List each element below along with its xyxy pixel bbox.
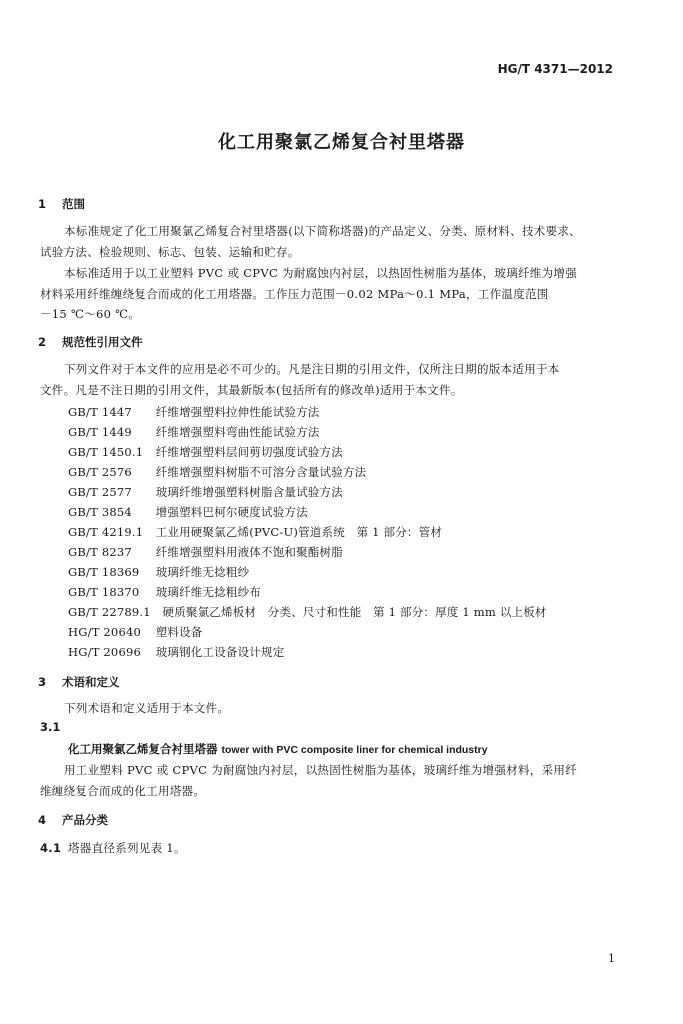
reference-item (68, 404, 320, 420)
reference-code: GB/T 22789.1 (68, 605, 151, 619)
section-title: 范围 (62, 197, 85, 211)
reference-item (68, 564, 249, 580)
section-title: 术语和定义 (62, 675, 120, 689)
term-english: tower with PVC composite liner for chemical industry (221, 744, 488, 756)
reference-title: 塑料设备 (155, 625, 203, 639)
reference-title: 增强塑料巴柯尔硬度试验方法 (155, 505, 308, 519)
reference-title: 玻璃钢化工设备设计规定 (155, 645, 285, 659)
reference-code: GB/T 1449 (68, 425, 132, 439)
reference-item (68, 644, 284, 660)
reference-code: GB/T 1450.1 (68, 445, 144, 459)
reference-title: 纤维增强塑料树脂不可溶分含量试验方法 (155, 465, 367, 479)
section-1-heading (38, 196, 85, 212)
reference-code: GB/T 18370 (68, 585, 140, 599)
reference-title: 纤维增强塑料弯曲性能试验方法 (155, 425, 320, 439)
standard-code: HG/T 4371—2012 (497, 62, 613, 76)
section-1-line: 材料采用纤维缠绕复合而成的化工用塔器。工作压力范围－0.02 MPa～0.1 MPa，工作温度范围 (40, 287, 549, 301)
reference-title: 纤维增强塑料层间剪切强度试验方法 (155, 445, 343, 459)
section-3-intro: 下列术语和定义适用于本文件。 (64, 701, 230, 715)
section-number: 1 (38, 197, 47, 211)
reference-code: GB/T 2576 (68, 465, 132, 479)
reference-code: HG/T 20640 (68, 625, 141, 639)
section-1-line: 本标准规定了化工用聚氯乙烯复合衬里塔器(以下简称塔器)的产品定义、分类、原材料、技术要求、 (64, 224, 581, 238)
reference-code: GB/T 2577 (68, 485, 132, 499)
section-1-line: 本标准适用于以工业塑料 PVC 或 CPVC 为耐腐蚀内衬层，以热固性树脂为基体，玻璃纤维为增强 (64, 266, 577, 280)
section-title: 产品分类 (62, 813, 108, 827)
reference-title: 玻璃纤维增强塑料树脂含量试验方法 (155, 485, 343, 499)
term-heading (68, 741, 488, 757)
reference-title: 纤维增强塑料用液体不饱和聚酯树脂 (155, 545, 343, 559)
section-number: 4 (38, 813, 47, 827)
section-1-line: 试验方法、检验规则、标志、包装、运输和贮存。 (40, 245, 300, 259)
section-title: 规范性引用文件 (62, 335, 143, 349)
subsection-text: 塔器直径系列见表 1。 (68, 841, 186, 855)
reference-title: 纤维增强塑料拉伸性能试验方法 (155, 405, 320, 419)
reference-code: GB/T 18369 (68, 565, 140, 579)
section-1-line: －15 ℃～60 ℃。 (40, 307, 141, 321)
reference-title: 工业用硬聚氯乙烯(PVC-U)管道系统 第 1 部分：管材 (155, 525, 443, 539)
term-definition-line: 维缠绕复合而成的化工用塔器。 (40, 784, 206, 798)
document-title: 化工用聚氯乙烯复合衬里塔器 (218, 132, 465, 153)
term-chinese: 化工用聚氯乙烯复合衬里塔器 (68, 742, 218, 756)
reference-item (68, 484, 343, 500)
reference-title: 玻璃纤维无捻粗纱布 (155, 585, 262, 599)
subsection-number: 4.1 (40, 841, 62, 855)
reference-item (68, 464, 366, 480)
term-definition-line: 用工业塑料 PVC 或 CPVC 为耐腐蚀内衬层，以热固性树脂为基体，玻璃纤维为增强材料，采用纤 (64, 763, 577, 777)
reference-code: GB/T 3854 (68, 505, 132, 519)
reference-item (68, 504, 308, 520)
section-number: 2 (38, 335, 47, 349)
reference-item (68, 524, 442, 540)
reference-code: GB/T 8237 (68, 545, 132, 559)
reference-code: HG/T 20696 (68, 645, 141, 659)
page-number: 1 (608, 952, 615, 965)
reference-item (68, 424, 320, 440)
subsection-3-1-number: 3.1 (40, 720, 61, 734)
section-3-heading (38, 674, 120, 690)
reference-title: 硬质聚氯乙烯板材 分类、尺寸和性能 第 1 部分：厚度 1 mm 以上板材 (162, 605, 547, 619)
section-4-heading (38, 812, 108, 828)
reference-item (68, 444, 343, 460)
section-2-line: 文件。凡是不注日期的引用文件，其最新版本(包括所有的修改单)适用于本文件。 (40, 383, 463, 397)
reference-item (68, 584, 261, 600)
reference-item (68, 544, 343, 560)
reference-item (68, 604, 547, 620)
section-2-line: 下列文件对于本文件的应用是必不可少的。凡是注日期的引用文件，仅所注日期的版本适用于本 (64, 362, 560, 376)
section-2-heading (38, 334, 143, 350)
reference-code: GB/T 1447 (68, 405, 132, 419)
section-number: 3 (38, 675, 47, 689)
reference-item (68, 624, 203, 640)
reference-code: GB/T 4219.1 (68, 525, 144, 539)
subsection-4-1 (40, 840, 186, 856)
reference-title: 玻璃纤维无捻粗纱 (155, 565, 250, 579)
